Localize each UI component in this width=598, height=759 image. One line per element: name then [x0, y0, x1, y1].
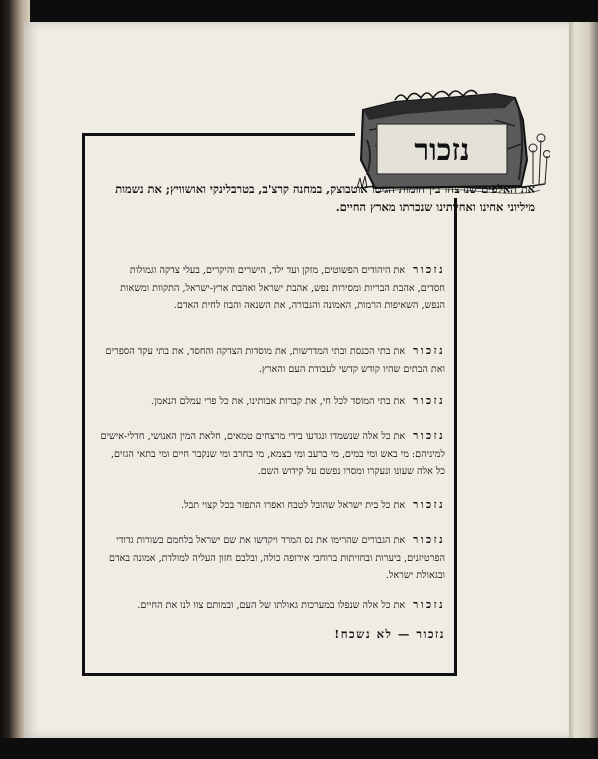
- paragraph-4: [100, 428, 445, 481]
- paragraph-2: [100, 343, 445, 378]
- paragraph-text: את בתי המוסד לכל חי, את קברות אבותינו, את כל פרי עמלם הנאמן.: [150, 396, 406, 407]
- paragraph-text: את היהודים הפשוטים, מזקן ועד ילד, הישרים והיקרים, בעלי צדקה וגמולות חסדים, אהבת הבריות ומסירות נפש, אהבת ישראל ואהבת ארץ-ישראל, התקוות ומשאות הנפש, השאיפות הרמות, האמונה והגבורה, את השנאה והבוז לחית האדם.: [120, 265, 445, 311]
- closing-line: נזכור — לא נשכח!: [334, 627, 445, 641]
- paragraph-text: את בתי הכנסת ובתי המדרשות, את מוסדות הצדקה והחסד, את בתי עקד הספרים ואת הבתים שהיו קודש קדשי לעבודת העם והארץ.: [105, 346, 445, 375]
- paragraph-6: [100, 532, 445, 585]
- paragraph-keyword: נזכור: [413, 534, 445, 546]
- paragraph-1: [100, 262, 445, 315]
- intro-paragraph: את האלפים שנרצחו בין חומות הגיטו אוטבוצק, במחנה קרצ'ב, בטרבלינקי ואושוויץ; את נשמות מיליוני אחינו ואחיותינו שנכרתו מארץ החיים.: [115, 182, 535, 214]
- paragraph-keyword: נזכור: [413, 499, 445, 511]
- paragraph-text: את כל אלה שנפלו במערכות גאולתו של העם, ובמותם צוו לנו את החיים.: [137, 600, 406, 611]
- bottom-background: [0, 738, 598, 759]
- paragraph-5: [100, 497, 445, 515]
- paragraph-3: [100, 393, 445, 411]
- paragraph-text: את כל בית ישראל שהובל לטבח ואפרו התפזר בכל קצוי תבל.: [181, 500, 406, 511]
- stone-title: נזכור: [414, 133, 470, 168]
- paragraph-keyword: נזכור: [413, 430, 445, 442]
- right-page-edge: [569, 22, 598, 738]
- paragraph-keyword: נזכור: [413, 345, 445, 357]
- paragraph-keyword: נזכור: [413, 264, 445, 276]
- paragraph-7: [100, 597, 445, 615]
- paragraph-text: את כל אלה שנשמדו ונגדעו בידי מרצחים טמאים, חלאת המין האנושי, חדלי-אישים למיניהם: מי באש ומי במים, מי ברעב ומי בצמא, מי בחרב ומי שנקבר חיים ומי בתאי הגזים, כל אלה שעונו ונעקרו ומסרו נפשם על קידוש השם.: [100, 431, 445, 477]
- paragraph-text: את הגבורים שהרימו את נס המרד ויקדשו את שם ישראל בלחמם בשורות גדודי הפרטיזנים, ביערות ובחזיתות ברוחבי אירופה כולה, ובלבם חזון העליה למולדת, אמונה באדם ובגאולת ישראל.: [109, 535, 445, 581]
- paragraph-keyword: נזכור: [413, 599, 445, 611]
- paragraph-keyword: נזכור: [413, 395, 445, 407]
